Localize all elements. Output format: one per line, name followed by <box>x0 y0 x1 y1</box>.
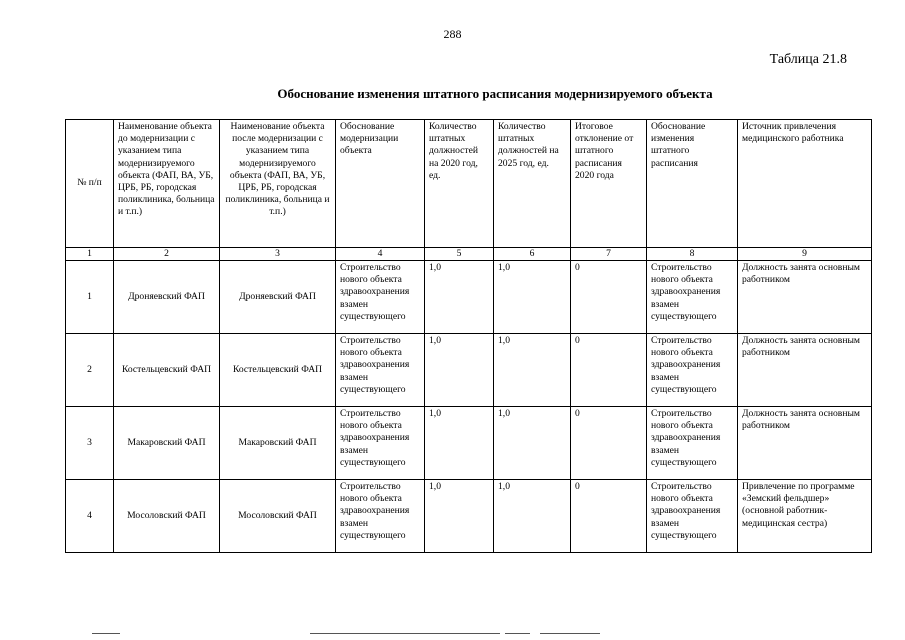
table-label: Таблица 21.8 <box>769 52 847 67</box>
deviation-cell: 0 <box>571 334 647 407</box>
staff-2020-cell: 1,0 <box>425 261 494 334</box>
column-number: 5 <box>425 248 494 261</box>
header-cell-staff-2025: Количество штатных должностей на 2025 год, ед. <box>494 120 571 248</box>
footer-rule <box>540 633 600 634</box>
staff-2025-cell: 1,0 <box>494 480 571 553</box>
column-number-row <box>66 248 872 261</box>
staffing-change-reason-cell: Строительство нового объекта здравоохранения взамен существующего <box>647 334 738 407</box>
worker-source-cell: Должность занята основным работником <box>738 334 872 407</box>
row-number: 3 <box>66 407 114 480</box>
footer-rule <box>92 633 120 634</box>
row-number: 4 <box>66 480 114 553</box>
header-cell-deviation: Итоговое отклонение от штатного расписания 2020 года <box>571 120 647 248</box>
table-row <box>66 407 872 480</box>
object-before-cell: Костельцевский ФАП <box>114 334 220 407</box>
staffing-change-reason-cell: Строительство нового объекта здравоохранения взамен существующего <box>647 480 738 553</box>
worker-source-cell: Должность занята основным работником <box>738 407 872 480</box>
deviation-cell: 0 <box>571 261 647 334</box>
header-cell-object-after: Наименование объекта после модернизации с указанием типа модернизируемого объекта (ФАП, ВА, УБ, ЦРБ, РБ, городская поликлиника, больница и т.п.) <box>220 120 336 248</box>
staff-2025-cell: 1,0 <box>494 334 571 407</box>
header-cell-number: № п/п <box>66 120 114 248</box>
footer-rule <box>505 633 530 634</box>
table-row <box>66 261 872 334</box>
table-row <box>66 480 872 553</box>
column-number: 7 <box>571 248 647 261</box>
staff-2020-cell: 1,0 <box>425 334 494 407</box>
object-after-cell: Макаровский ФАП <box>220 407 336 480</box>
header-row <box>66 120 872 248</box>
modernization-reason-cell: Строительство нового объекта здравоохранения взамен существующего <box>336 480 425 553</box>
object-before-cell: Макаровский ФАП <box>114 407 220 480</box>
worker-source-cell: Должность занята основным работником <box>738 261 872 334</box>
staff-2020-cell: 1,0 <box>425 480 494 553</box>
header-cell-staffing-change-reason: Обоснование изменения штатного расписания <box>647 120 738 248</box>
footer-rule <box>310 633 500 634</box>
column-number: 3 <box>220 248 336 261</box>
object-before-cell: Дроняевский ФАП <box>114 261 220 334</box>
header-cell-modernization-reason: Обоснование модернизации объекта <box>336 120 425 248</box>
row-number: 2 <box>66 334 114 407</box>
column-number: 2 <box>114 248 220 261</box>
column-number: 8 <box>647 248 738 261</box>
worker-source-cell: Привлечение по программе «Земский фельдшер» (основной работник- медицинская сестра) <box>738 480 872 553</box>
row-number: 1 <box>66 261 114 334</box>
object-after-cell: Дроняевский ФАП <box>220 261 336 334</box>
header-cell-object-before: Наименование объекта до модернизации с указанием типа модернизируемого объекта (ФАП, ВА, УБ, ЦРБ, РБ, городская поликлиника, больница и т.п.) <box>114 120 220 248</box>
object-after-cell: Костельцевский ФАП <box>220 334 336 407</box>
table-row <box>66 334 872 407</box>
object-after-cell: Мосоловский ФАП <box>220 480 336 553</box>
modernization-reason-cell: Строительство нового объекта здравоохранения взамен существующего <box>336 407 425 480</box>
column-number: 1 <box>66 248 114 261</box>
modernization-reason-cell: Строительство нового объекта здравоохранения взамен существующего <box>336 334 425 407</box>
header-cell-worker-source: Источник привлечения медицинского работника <box>738 120 872 248</box>
page-number: 288 <box>443 27 462 41</box>
deviation-cell: 0 <box>571 407 647 480</box>
column-number: 6 <box>494 248 571 261</box>
staff-2025-cell: 1,0 <box>494 407 571 480</box>
staff-2020-cell: 1,0 <box>425 407 494 480</box>
staffing-change-reason-cell: Строительство нового объекта здравоохранения взамен существующего <box>647 261 738 334</box>
column-number: 9 <box>738 248 872 261</box>
object-before-cell: Мосоловский ФАП <box>114 480 220 553</box>
staffing-table <box>65 119 872 553</box>
column-number: 4 <box>336 248 425 261</box>
header-cell-staff-2020: Количество штатных должностей на 2020 год, ед. <box>425 120 494 248</box>
deviation-cell: 0 <box>571 480 647 553</box>
document-title: Обоснование изменения штатного расписания модернизируемого объекта <box>277 86 713 101</box>
modernization-reason-cell: Строительство нового объекта здравоохранения взамен существующего <box>336 261 425 334</box>
staff-2025-cell: 1,0 <box>494 261 571 334</box>
staffing-change-reason-cell: Строительство нового объекта здравоохранения взамен существующего <box>647 407 738 480</box>
